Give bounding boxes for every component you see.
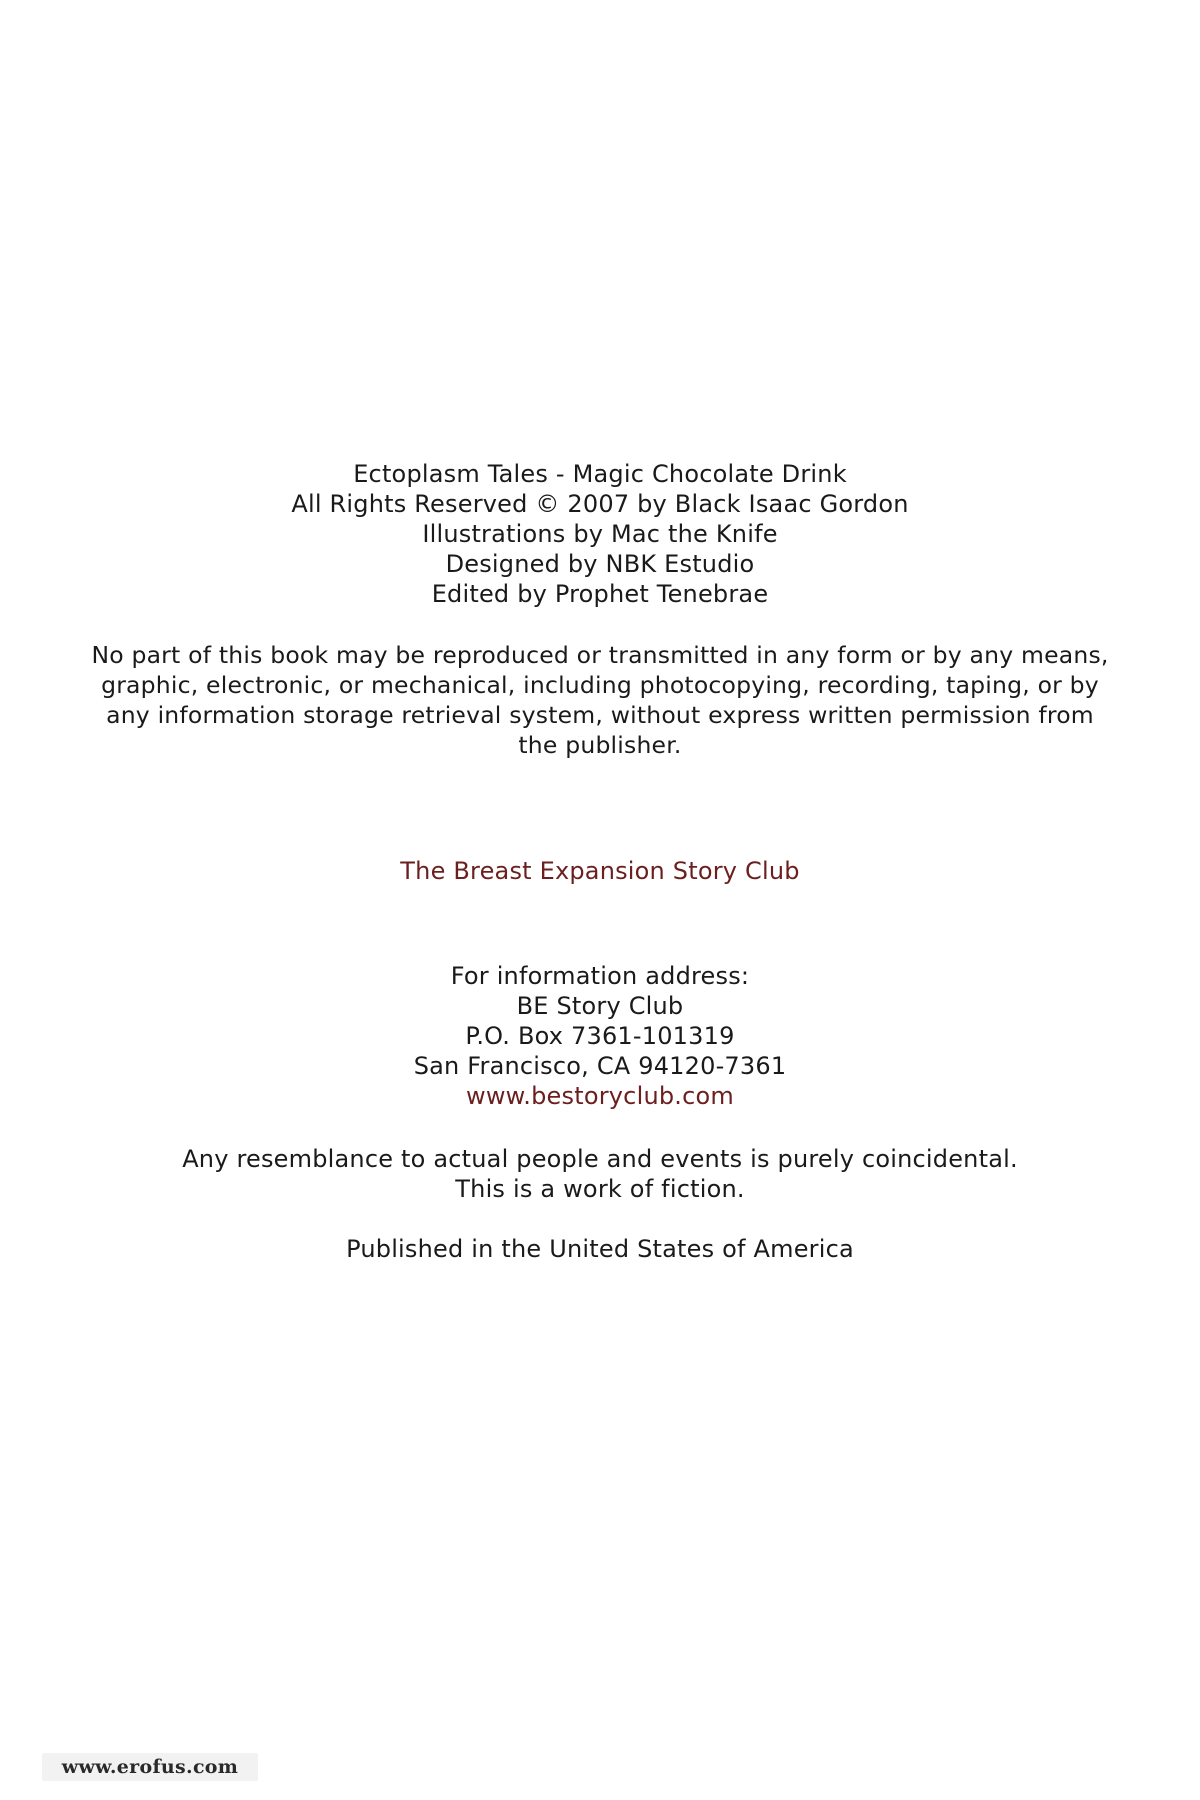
published-line: Published in the United States of America bbox=[346, 1235, 854, 1263]
disclaimer-line: This is a work of fiction. bbox=[455, 1175, 745, 1203]
editor-credit: Edited by Prophet Tenebrae bbox=[431, 580, 769, 608]
notice-line: any information storage retrieval system, without express written permission from bbox=[106, 701, 1094, 729]
published-block bbox=[0, 1234, 1200, 1264]
address-org: BE Story Club bbox=[516, 992, 684, 1020]
address-city: San Francisco, CA 94120-7361 bbox=[413, 1052, 787, 1080]
address-po-box: P.O. Box 7361-101319 bbox=[465, 1022, 735, 1050]
site-watermark: www.erofus.com bbox=[42, 1753, 258, 1781]
rights-line: All Rights Reserved © 2007 by Black Isaac Gordon bbox=[291, 490, 909, 518]
design-credit: Designed by NBK Estudio bbox=[445, 550, 755, 578]
disclaimer-line: Any resemblance to actual people and events is purely coincidental. bbox=[182, 1145, 1018, 1173]
reproduction-notice bbox=[0, 640, 1200, 760]
club-name: The Breast Expansion Story Club bbox=[400, 857, 800, 885]
notice-line: No part of this book may be reproduced or transmitted in any form or by any means, bbox=[91, 641, 1109, 669]
notice-line: graphic, electronic, or mechanical, including photocopying, recording, taping, or by bbox=[101, 671, 1099, 699]
book-title: Ectoplasm Tales - Magic Chocolate Drink bbox=[353, 460, 847, 488]
address-heading: For information address: bbox=[450, 962, 750, 990]
illustrations-credit: Illustrations by Mac the Knife bbox=[422, 520, 778, 548]
notice-line: the publisher. bbox=[518, 731, 682, 759]
club-block bbox=[0, 856, 1200, 886]
disclaimer-block bbox=[0, 1144, 1200, 1204]
credits-block bbox=[0, 459, 1200, 609]
website-link[interactable]: www.bestoryclub.com bbox=[466, 1082, 734, 1110]
address-block bbox=[0, 961, 1200, 1111]
